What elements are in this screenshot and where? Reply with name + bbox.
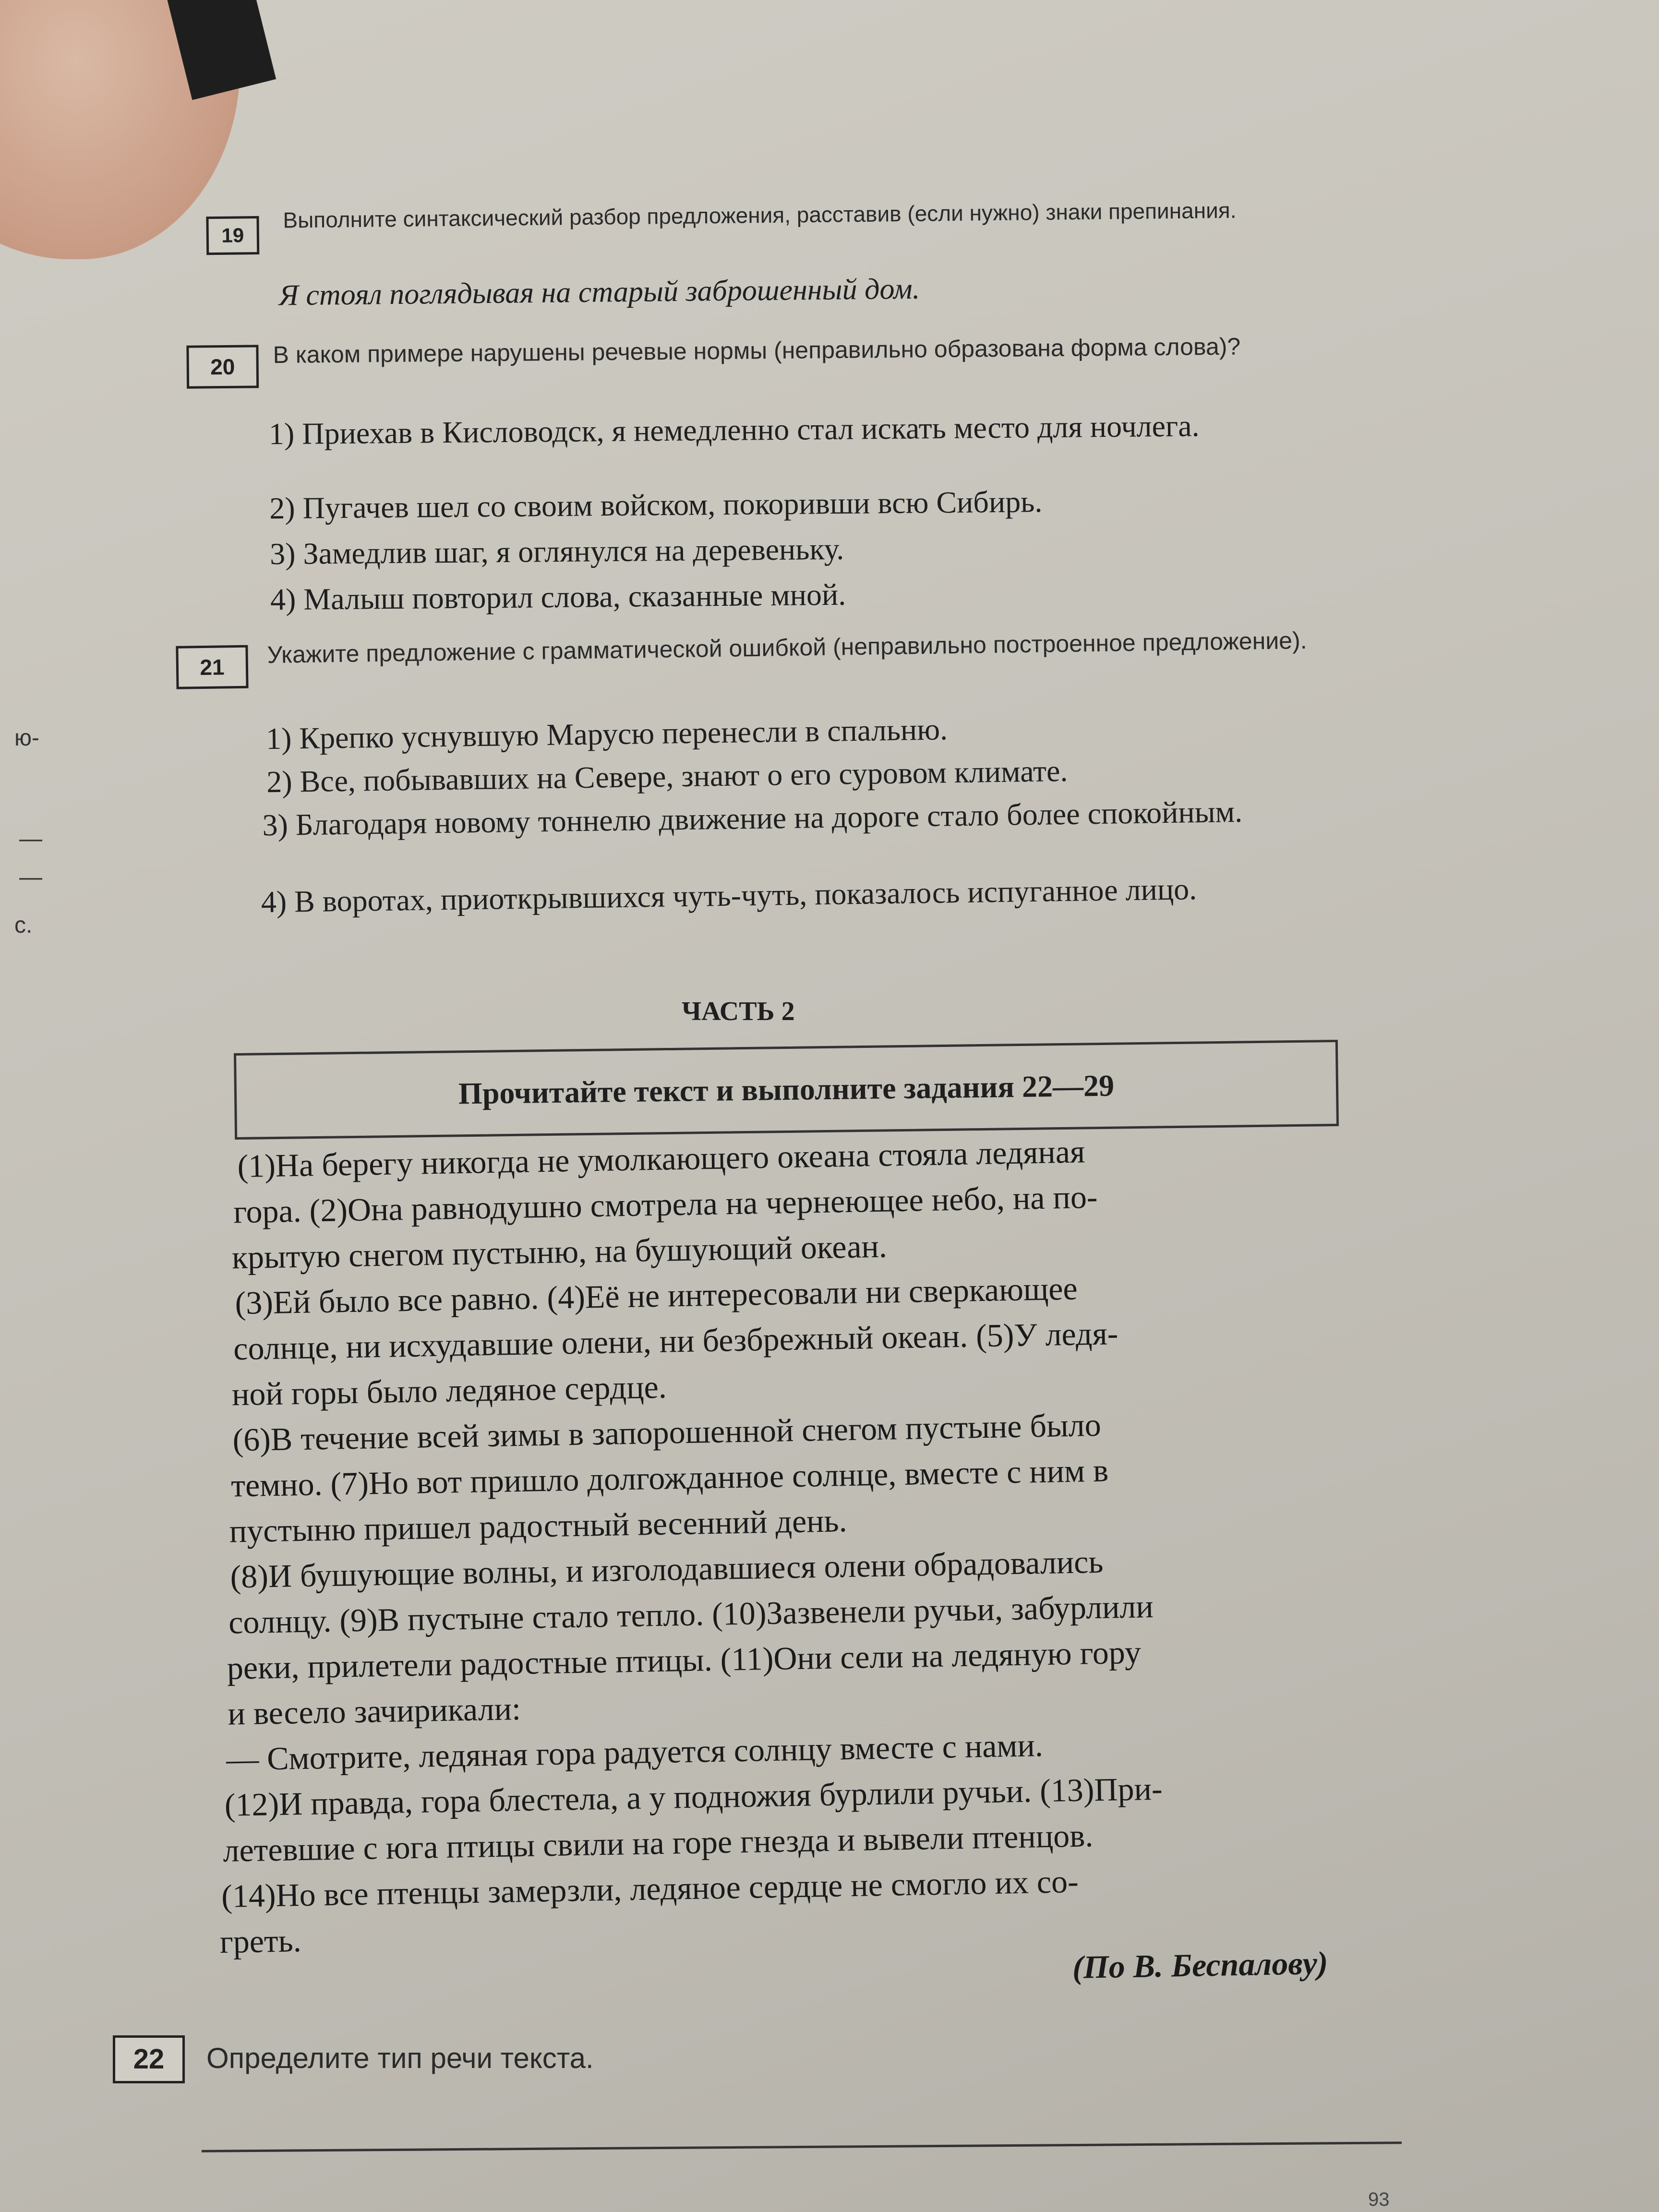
text-line: реки, прилетели радостные птицы. (11)Они сели на ледяную гору [227, 1634, 1142, 1686]
question-19-sentence: Я стоял поглядывая на старый заброшенный дом. [278, 272, 920, 312]
question-21-option-2: 2) Все, побывавших на Севере, знают о его суровом климате. [266, 753, 1068, 799]
question-21-option-4: 4) В воротах, приоткрывшихся чуть-чуть, показалось испуганное лицо. [261, 872, 1197, 919]
part-title: ЧАСТЬ 2 [682, 997, 795, 1026]
margin-mark-2: — [19, 826, 42, 852]
text-line: и весело зачирикали: [227, 1690, 521, 1732]
question-20-option-1: 1) Приехав в Кисловодск, я немедленно стал искать место для ночлега. [268, 409, 1200, 451]
question-21-instruction: Укажите предложение с грамматической ошибкой (неправильно построенное предложение). [267, 626, 1307, 669]
text-line: ной горы было ледяное сердце. [231, 1368, 667, 1413]
question-number-22: 22 [113, 2035, 185, 2083]
text-line: (14)Но все птенцы замерзли, ледяное сердце не смогло их со- [221, 1863, 1079, 1914]
question-number-20: 20 [186, 345, 259, 388]
text-line: (3)Ей было все равно. (4)Её не интересовали ни сверкающее [234, 1270, 1078, 1322]
text-line: пустыню пришел радостный весенний день. [229, 1502, 848, 1550]
answer-line [202, 2141, 1402, 2152]
question-20-instruction: В каком примере нарушены речевые нормы (неправильно образована форма слова)? [273, 333, 1241, 369]
text-line: летевшие с юга птицы свили на горе гнезда и вывели птенцов. [222, 1817, 1094, 1869]
text-line: солнце, ни исхудавшие олени, ни безбрежный океан. (5)У ледя- [233, 1315, 1118, 1367]
text-line: — Смотрите, ледяная гора радуется солнцу вместе с нами. [226, 1727, 1044, 1778]
text-line: (6)В течение всей зимы в запорошенной снегом пустыне было [232, 1406, 1102, 1458]
question-21-option-1: 1) Крепко уснувшую Марусю перенесли в спальню. [265, 712, 948, 756]
text-line: гора. (2)Она равнодушно смотрела на чернеющее небо, на по- [233, 1178, 1098, 1230]
author-credit: (По В. Беспалову) [1072, 1944, 1329, 1986]
text-line: (12)И правда, гора блестела, а у подножия бурлили ручьи. (13)При- [224, 1770, 1163, 1823]
question-21-option-3: 3) Благодаря новому тоннелю движение на дороге стало более спокойным. [262, 794, 1243, 842]
text-line: (8)И бушующие волны, и изголодавшиеся олени обрадовались [229, 1543, 1104, 1595]
margin-mark-1: ю- [14, 725, 39, 751]
text-line: греть. [219, 1922, 302, 1960]
question-19-instruction: Выполните синтаксический разбор предложения, расставив (если нужно) знаки препинания. [283, 197, 1237, 233]
question-22-instruction: Определите тип речи текста. [206, 2042, 594, 2074]
margin-mark-4: с. [14, 913, 33, 938]
question-20-option-2: 2) Пугачев шел со своим войском, покоривши всю Сибирь. [269, 484, 1043, 526]
text-line: темно. (7)Но вот пришло долгожданное солнце, вместе с ним в [230, 1452, 1109, 1504]
question-20-option-4: 4) Малыш повторил слова, сказанные мной. [270, 577, 846, 617]
text-line: солнцу. (9)В пустыне стало тепло. (10)Зазвенели ручьи, забурлили [228, 1588, 1154, 1641]
question-number-21: 21 [176, 645, 248, 689]
task-box-label: Прочитайте текст и выполните задания 22—29 [458, 1068, 1115, 1111]
text-line: (1)На берегу никогда не умолкающего океана стояла ледяная [237, 1133, 1085, 1185]
text-line: крытую снегом пустыню, на бушующий океан. [231, 1227, 888, 1276]
page-number: 93 [1368, 2189, 1390, 2210]
question-number-19: 19 [206, 216, 259, 255]
question-20-option-3: 3) Замедлив шаг, я оглянулся на деревеньку. [269, 531, 844, 571]
margin-mark-3: — [19, 865, 42, 890]
